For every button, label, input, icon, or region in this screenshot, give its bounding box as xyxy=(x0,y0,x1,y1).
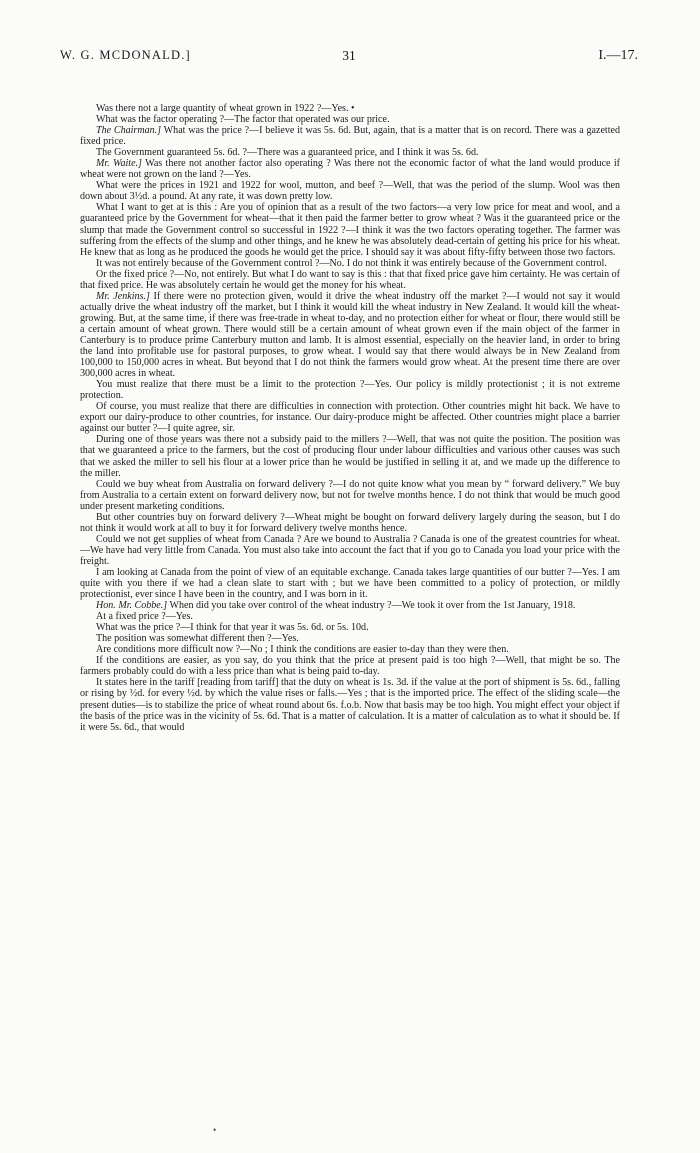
paragraph-text: Are conditions more difficult now ?—No ; I think the conditions are easier to-day than they were then. xyxy=(96,644,509,656)
testimony-paragraph xyxy=(80,202,620,257)
paragraph-text: I am looking at Canada from the point of view of an equitable exchange. Canada takes large quantities of our butter ?—Yes. I am quite with you there if we had a clean slate to start with ; but we have been committed to a policy of protection, or mildly protectionist, ever since I have been in the country, and I was born in it. xyxy=(80,566,620,601)
testimony-paragraph xyxy=(80,633,620,644)
paragraph-text: What I want to get at is this : Are you of opinion that as a result of the two factors—a very low price for meat and wool, and a guaranteed price by the Government for wheat—that it then paid the farmer better to grow wheat ? Was it the guaranteed price or the slump that made the Government control so successful in 1922 ?—I think it was the two factors operating together. The farmer was suffering from the effects of the slump and other things, and he knew he was absolutely dead-certain of getting his price for his wheat. He knew that as long as he produced the goods he would get the price. I should say it was about fifty-fifty between those two factors. xyxy=(80,202,620,258)
paragraph-text: When did you take over control of the wheat industry ?—We took it over from the 1st January, 1918. xyxy=(167,600,576,612)
speaker-name: The Chairman.] xyxy=(96,125,162,137)
testimony-paragraph xyxy=(80,147,620,158)
paragraph-text: During one of those years was there not a subsidy paid to the millers ?—Well, that was not quite the position. The position was that we guaranteed a price to the farmers, but the cost of producing flour under labour difficulties and various other causes was such that we asked the miller to sell his flour at a lower price than he would be justified in selling it at, and we made up the difference to the miller. xyxy=(80,434,620,479)
testimony-paragraph xyxy=(80,125,620,147)
paragraph-text: Could we not get supplies of wheat from Canada ? Are we bound to Australia ? Canada is one of the greatest countries for wheat.—We have had very little from Canada. You must also take into account the fact that if you go to Canada you load your price with the freight. xyxy=(80,533,620,567)
paragraph-text: If there were no protection given, would it drive the wheat industry off the market ?—I would not say it would actually drive the wheat industry off the market, but I think it would kill the wheat industry in New Zealand. It would kill the wheat-growing. But, at the same time, if there was free-trade in wheat to-day, and no protection either for wheat or flour, there would still be a certain amount of wheat grown. There would still be a certain amount of wheat grown even if the main object of the farmer in Canterbury is to produce prime Canterbury mutton and lamb. It is almost essential, especially on the heavier land, in order to bring the land into profitable use for pastoral purposes, to grow wheat. I would say that there would always be in New Zealand from 100,000 to 150,000 acres in wheat. But beyond that I do not think the farmers would grow wheat. At the present time there are over 300,000 acres in wheat. xyxy=(80,290,620,380)
testimony-paragraph xyxy=(80,622,620,633)
paragraph-text: Or the fixed price ?—No, not entirely. But what I do want to say is this : that that fixed price gave him certainty. He was certain of that fixed price. He was absolutely certain he would get the money for his wheat. xyxy=(80,268,620,291)
paragraph-text: What was the factor operating ?—The factor that operated was our price. xyxy=(96,114,390,126)
witness-name: W. G. MCDONALD.] xyxy=(60,48,191,62)
paragraph-text: What was the price ?—I believe it was 5s. 6d. But, again, that is a matter that is on record. There was a gazetted fixed price. xyxy=(80,125,620,148)
testimony-paragraph xyxy=(80,103,620,114)
testimony-paragraph xyxy=(80,611,620,622)
testimony-paragraph xyxy=(80,379,620,401)
paragraph-text: At a fixed price ?—Yes. xyxy=(96,611,193,623)
page-header xyxy=(60,48,638,68)
testimony-paragraph xyxy=(80,644,620,655)
stray-mark: • xyxy=(213,1125,217,1135)
testimony-paragraph xyxy=(80,258,620,269)
paragraph-text: If the conditions are easier, as you say, do you think that the price at present paid is too high ?—Well, that might be so. The farmers probably could do with a less price than what is being paid to-day. xyxy=(80,655,620,678)
speaker-name: Hon. Mr. Cobbe.] xyxy=(96,600,168,612)
testimony-paragraph xyxy=(80,114,620,125)
paragraph-text: Of course, you must realize that there are difficulties in connection with protection. Other countries might hit back. We have to export our dairy-produce to other countries, for instance. Our dairy-produce might be affected. Other countries might place a barrier against our butter ?—I quite agree, sir. xyxy=(80,401,620,435)
paragraph-text: Was there not another factor also operating ? Was there not the economic factor of what the land would produce if wheat were not grown on the land ?—Yes. xyxy=(80,158,620,181)
testimony-paragraph xyxy=(80,180,620,202)
document-reference: I.—17. xyxy=(598,48,638,63)
speaker-name: Mr. Jenkins.] xyxy=(96,290,150,302)
testimony-paragraph xyxy=(80,479,620,512)
paragraph-text: You must realize that there must be a limit to the protection ?—Yes. Our policy is mildly protectionist ; it is not extreme protection. xyxy=(80,379,620,402)
testimony-paragraph xyxy=(80,269,620,291)
paragraph-text: But other countries buy on forward delivery ?—Wheat might be bought on forward delivery largely during the season, but I do not think it would work at all to buy it for forward delivery twelve months hence. xyxy=(80,511,620,534)
testimony-paragraph xyxy=(80,600,620,611)
speaker-name: Mr. Waite.] xyxy=(96,158,142,170)
paragraph-text: Could we buy wheat from Australia on forward delivery ?—I do not quite know what you mean by “ forward delivery.” We buy from Australia to a certain extent on forward delivery now, but not for twelve months hence. I do not think that would be much good under present marketing conditions. xyxy=(80,478,620,512)
paragraph-text: The Government guaranteed 5s. 6d. ?—There was a guaranteed price, and I think it was 5s. 6d. xyxy=(96,147,479,159)
paragraph-text: Was there not a large quantity of wheat grown in 1922 ?—Yes. • xyxy=(96,103,355,114)
testimony-paragraph xyxy=(80,534,620,567)
testimony-paragraph xyxy=(80,291,620,379)
paragraph-text: What were the prices in 1921 and 1922 for wool, mutton, and beef ?—Well, that was the period of the slump. Wool was then down about 3½d. a pound. At any rate, it was down pretty low. xyxy=(80,180,620,203)
paragraph-text: It was not entirely because of the Government control ?—No. I do not think it was entirely because of the Government control. xyxy=(96,257,607,269)
document-body xyxy=(80,103,620,733)
testimony-paragraph xyxy=(80,677,620,732)
testimony-paragraph xyxy=(80,158,620,180)
testimony-paragraph xyxy=(80,655,620,677)
paragraph-text: It states here in the tariff [reading from tariff] that the duty on wheat is 1s. 3d. if the value at the port of shipment is 5s. 6d., falling or rising by ½d. for every ½d. by which the value rises or falls.—Yes ; that is the imported price. The effect of the sliding scale—the present duties—is to stabilize the price of wheat round about 6s. f.o.b. Now that basis may be too high. You might effect your object if the basis of the price was in the vicinity of 5s. 6d. That is a matter of calculation. It is a matter of calculation as to what it should be. If it were 5s. 6d., that would xyxy=(80,677,621,733)
page-number: 31 xyxy=(342,48,356,63)
testimony-paragraph xyxy=(80,401,620,434)
paragraph-text: What was the price ?—I think for that year it was 5s. 6d. or 5s. 10d. xyxy=(96,622,369,634)
paragraph-text: The position was somewhat different then ?—Yes. xyxy=(96,633,299,645)
testimony-paragraph xyxy=(80,567,620,600)
testimony-paragraph xyxy=(80,512,620,534)
testimony-paragraph xyxy=(80,434,620,478)
